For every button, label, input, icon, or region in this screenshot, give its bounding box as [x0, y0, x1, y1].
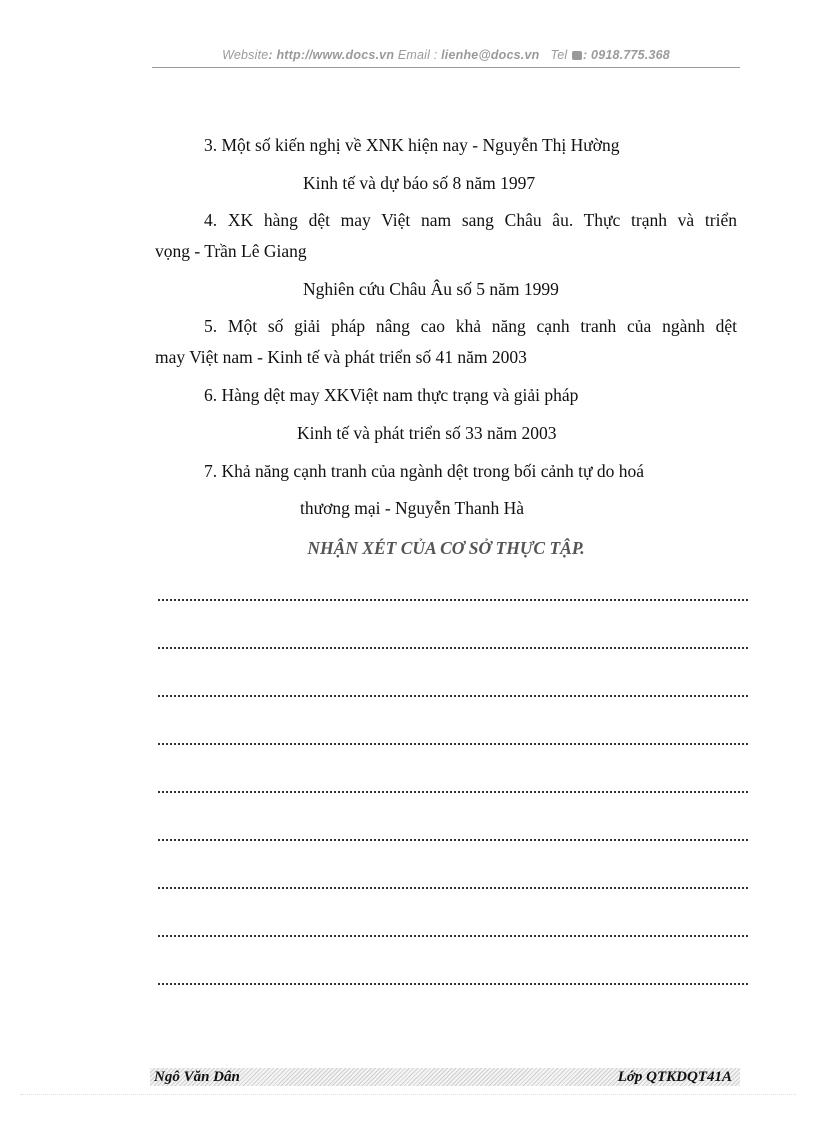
page-header	[152, 48, 740, 62]
reference-5-line-2: may Việt nam - Kinh tế và phát triển số 41 năm 2003	[155, 347, 527, 367]
reference-5-line-1: 5. Một số giải pháp nâng cao khả năng cạnh tranh của ngành dệt	[204, 316, 737, 336]
phone-icon	[572, 51, 582, 60]
footer-author: Ngô Văn Dân	[154, 1069, 240, 1085]
comment-line[interactable]	[158, 743, 748, 745]
reference-7-line-2: thương mại - Nguyễn Thanh Hà	[300, 498, 524, 518]
comment-line[interactable]	[158, 839, 748, 841]
phone-number: : 0918.775.368	[583, 48, 670, 62]
tel-label: Tel	[550, 48, 572, 62]
reference-6-line-1: 6. Hàng dệt may XKViệt nam thực trạng và giải pháp	[204, 385, 579, 405]
website-label: Website	[222, 48, 269, 62]
reference-7-line-1: 7. Khả năng cạnh tranh của ngành dệt trong bối cảnh tự do hoá	[204, 461, 645, 481]
website-url[interactable]: : http://www.docs.vn	[268, 48, 395, 62]
comment-line[interactable]	[158, 599, 748, 601]
page-bottom-divider	[20, 1094, 796, 1095]
section-title: NHẬN XÉT CỦA CƠ SỞ THỰC TẬP.	[307, 538, 585, 558]
comment-line[interactable]	[158, 983, 748, 985]
comment-line[interactable]	[158, 935, 748, 937]
email-label: Email :	[394, 48, 442, 62]
comment-line[interactable]	[158, 791, 748, 793]
reference-6-source: Kinh tế và phát triển số 33 năm 2003	[297, 423, 557, 443]
email-link[interactable]: lienhe@docs.vn	[441, 48, 540, 62]
comment-line[interactable]	[158, 647, 748, 649]
reference-4-line-2: vọng - Trần Lê Giang	[155, 241, 307, 261]
reference-3-source: Kinh tế và dự báo số 8 năm 1997	[303, 173, 536, 193]
footer-class: Lớp QTKDQT41A	[617, 1069, 732, 1085]
reference-4-line-1: 4. XK hàng dệt may Việt nam sang Châu âu. Thực trạnh và triển	[204, 210, 737, 230]
comment-line[interactable]	[158, 695, 748, 697]
reference-4-source: Nghiên cứu Châu Âu số 5 năm 1999	[303, 279, 559, 299]
page-footer	[150, 1068, 740, 1086]
comment-line[interactable]	[158, 887, 748, 889]
header-divider	[152, 67, 740, 68]
reference-3-line-1: 3. Một số kiến nghị về XNK hiện nay - Nguyễn Thị Hường	[204, 135, 620, 155]
